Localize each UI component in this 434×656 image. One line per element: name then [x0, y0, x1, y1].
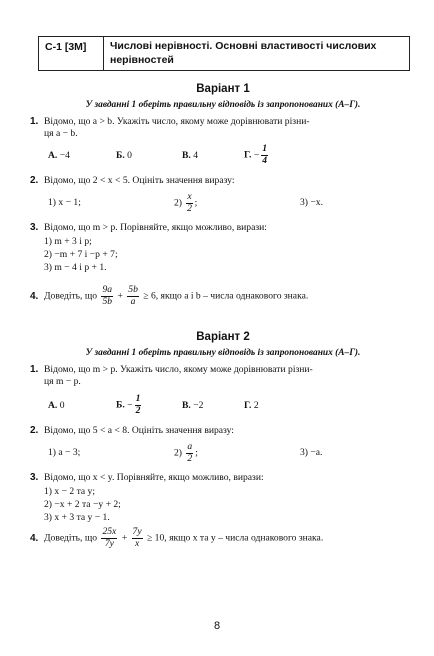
answer-option-v: В. −2	[182, 399, 204, 411]
sub-item: 2) −m + 7 і −p + 7;	[44, 248, 118, 260]
answer-option-g: Г. 2	[244, 399, 259, 411]
task-number: 3.	[30, 222, 39, 233]
task-text: ця m − p.	[44, 375, 81, 387]
task-text: Відомо, що a > b. Укажіть число, якому може дорівнювати різни-	[44, 116, 310, 127]
expr-option-1: 1) a − 3;	[48, 446, 81, 458]
answer-option-a: А. 0	[48, 399, 65, 411]
v2-task-3	[30, 472, 410, 525]
variant-1-instruction: У завданні 1 оберіть правильну відповідь із запропонованих (А–Г).	[85, 100, 361, 110]
task-text: ≥ 6, якщо a і b – числа однакового знака.	[143, 290, 309, 302]
expr-option-1: 1) x − 1;	[48, 196, 81, 208]
sub-item: 3) m − 4 і p + 1.	[44, 261, 107, 273]
task-number: 1.	[30, 364, 39, 375]
task-number: 1.	[30, 116, 39, 127]
header-box	[38, 36, 410, 71]
variant-2-title: Варіант 2	[196, 331, 250, 343]
task-number: 4.	[30, 533, 39, 544]
expr-option-3: 3) −a.	[300, 446, 323, 458]
sub-item: 3) x + 3 та y − 1.	[44, 511, 110, 523]
task-text: ця a − b.	[44, 127, 78, 139]
sub-item: 1) x − 2 та y;	[44, 485, 96, 497]
page-number: 8	[213, 620, 221, 632]
task-text: Доведіть, що	[44, 532, 98, 544]
task-text: Відомо, що x < y. Порівняйте, якщо можливо, вирази:	[44, 472, 264, 483]
sub-item: 1) m + 3 і p;	[44, 235, 92, 247]
sub-item: 2) −x + 2 та −y + 2;	[44, 498, 121, 510]
v1-task-2	[30, 175, 410, 216]
v2-task-2	[30, 425, 410, 466]
fraction: $\frac{1}{2}$	[135, 392, 141, 416]
variant-1-title: Варіант 1	[196, 83, 250, 95]
worksheet-title: Числові нерівності. Основні властивості числових нерівностей	[110, 40, 377, 66]
v2-task-1	[30, 364, 410, 422]
v2-task-4: 4. Доведіть, що $\frac{25x}{7y}$ + $\frac{7y}{x}$ ≥ 10, якщо x та y – числа однакового знака.	[30, 526, 324, 549]
task-text: ≥ 10, якщо x та y – числа однакового знака.	[147, 532, 324, 544]
answer-option-v: В. 4	[182, 149, 199, 161]
answer-option-g: Г. − $\frac{1}{4}$	[244, 142, 268, 166]
task-text: Відомо, що 5 < a < 8. Оцініть значення виразу:	[44, 425, 234, 436]
fraction: $\frac{1}{4}$	[262, 142, 268, 166]
expr-option-2: 2) $\frac{a}{2}$ ;	[174, 440, 198, 464]
v1-task-1	[30, 116, 410, 172]
task-number: 2.	[30, 425, 39, 436]
expr-option-3: 3) −x.	[300, 196, 323, 208]
task-number: 3.	[30, 472, 39, 483]
fraction: $\frac{7y}{x}$	[132, 526, 142, 549]
fraction: $\frac{5b}{a}$	[128, 284, 138, 307]
worksheet-code: С-1 [3М]	[39, 37, 104, 70]
variant-2-instruction: У завданні 1 оберіть правильну відповідь із запропонованих (А–Г).	[85, 348, 361, 358]
task-text: Відомо, що 2 < x < 5. Оцініть значення виразу:	[44, 175, 235, 186]
answer-option-a: А. −4	[48, 149, 70, 161]
task-text: Доведіть, що	[44, 290, 98, 302]
expr-option-2: 2) $\frac{x}{2}$ ;	[174, 190, 198, 214]
task-number: 4.	[30, 291, 39, 302]
answer-option-b: Б. − $\frac{1}{2}$	[116, 392, 141, 416]
v1-task-3	[30, 222, 410, 275]
answer-option-b: Б. 0	[116, 149, 132, 161]
task-text: Відомо, що m > p. Порівняйте, якщо можливо, вирази:	[44, 222, 267, 233]
task-text: Відомо, що m > p. Укажіть число, якому може дорівнювати різни-	[44, 364, 313, 375]
task-number: 2.	[30, 175, 39, 186]
v1-task-4: 4. Доведіть, що $\frac{9a}{5b}$ + $\frac{5b}{a}$ ≥ 6, якщо a і b – числа однакового знака.	[30, 284, 309, 307]
fraction: $\frac{9a}{5b}$	[102, 284, 113, 307]
fraction: $\frac{25x}{7y}$	[102, 526, 117, 549]
